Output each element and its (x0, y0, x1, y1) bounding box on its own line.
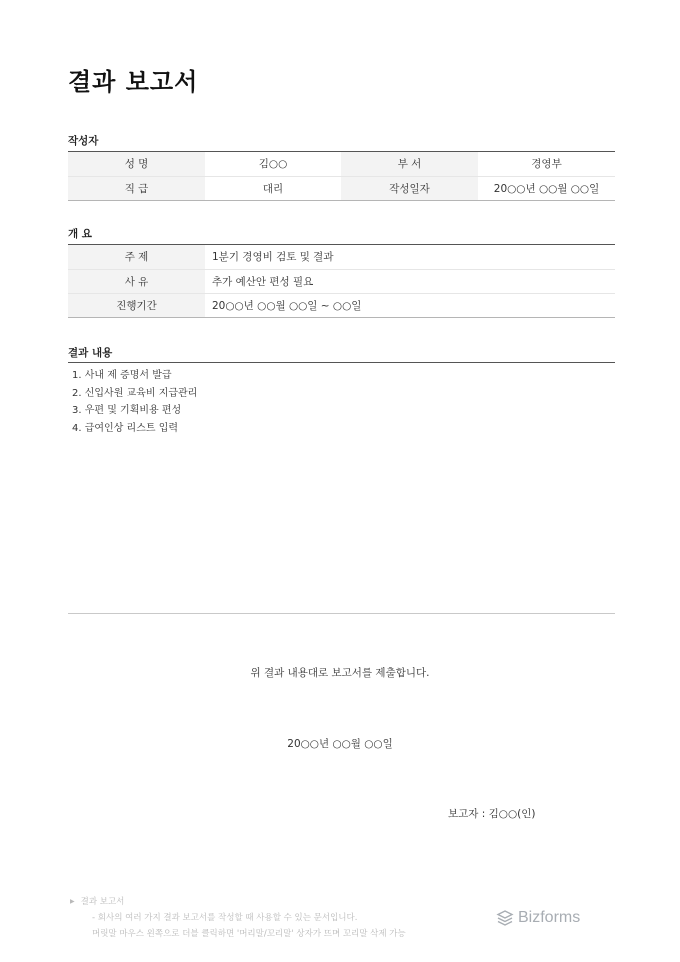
reason-value: 추가 예산안 편성 필요 (205, 269, 615, 293)
department-value: 경영부 (478, 152, 615, 176)
reason-label: 사 유 (68, 269, 205, 293)
content-divider (68, 613, 615, 614)
position-label: 직 급 (68, 176, 205, 200)
table-row (68, 176, 615, 200)
submit-statement: 위 결과 내용대로 보고서를 제출합니다. (250, 667, 430, 679)
list-item: 3. 우편 및 기획비용 편성 (72, 405, 182, 416)
bizforms-logo (496, 909, 580, 927)
author-section-heading: 작성자 (68, 135, 99, 147)
table-row (68, 269, 615, 293)
stacked-layers-icon (496, 909, 514, 927)
name-label: 성 명 (68, 152, 205, 176)
footer-instruction: 머릿말 마우스 왼쪽으로 더블 클릭하면 '머리말/꼬리말' 상자가 뜨며 꼬리말 삭제 가능 (92, 929, 406, 939)
period-label: 진행기간 (68, 293, 205, 317)
list-item: 2. 신입사원 교육비 지급관리 (72, 387, 198, 399)
author-table (68, 152, 615, 201)
result-section-heading: 결과 내용 (68, 347, 113, 359)
table-row (68, 293, 615, 317)
table-row (68, 152, 615, 176)
name-value: 김○○ (205, 152, 341, 176)
written-date-label: 작성일자 (341, 176, 478, 200)
result-top-rule (68, 362, 615, 363)
list-item: 1. 사내 제 증명서 발급 (72, 370, 172, 381)
department-label: 부 서 (341, 152, 478, 176)
submit-date: 20○○년 ○○월 ○○일 (287, 738, 393, 750)
footer-note (70, 894, 406, 942)
table-row (68, 245, 615, 269)
result-list (72, 367, 197, 437)
triangle-bullet-icon: ▶ (70, 898, 75, 905)
brand-name: Bizforms (518, 909, 581, 926)
subject-label: 주 제 (68, 245, 205, 269)
footer-title: 결과 보고서 (80, 897, 125, 907)
position-value: 대리 (205, 176, 341, 200)
written-date-value: 20○○년 ○○월 ○○일 (478, 176, 615, 200)
overview-table (68, 245, 615, 318)
footer-description: - 회사의 여러 가지 결과 보고서를 작성할 때 사용할 수 있는 문서입니다. (92, 913, 358, 923)
list-item: 4. 급여인상 리스트 입력 (72, 422, 179, 434)
document-title: 결과 보고서 (68, 68, 199, 96)
subject-value: 1분기 경영비 검토 및 결과 (205, 245, 615, 269)
overview-section-heading: 개 요 (68, 228, 92, 240)
reporter-signature: 보고자 : 김○○(인) (448, 808, 536, 820)
period-value: 20○○년 ○○월 ○○일 ~ ○○일 (205, 293, 615, 317)
